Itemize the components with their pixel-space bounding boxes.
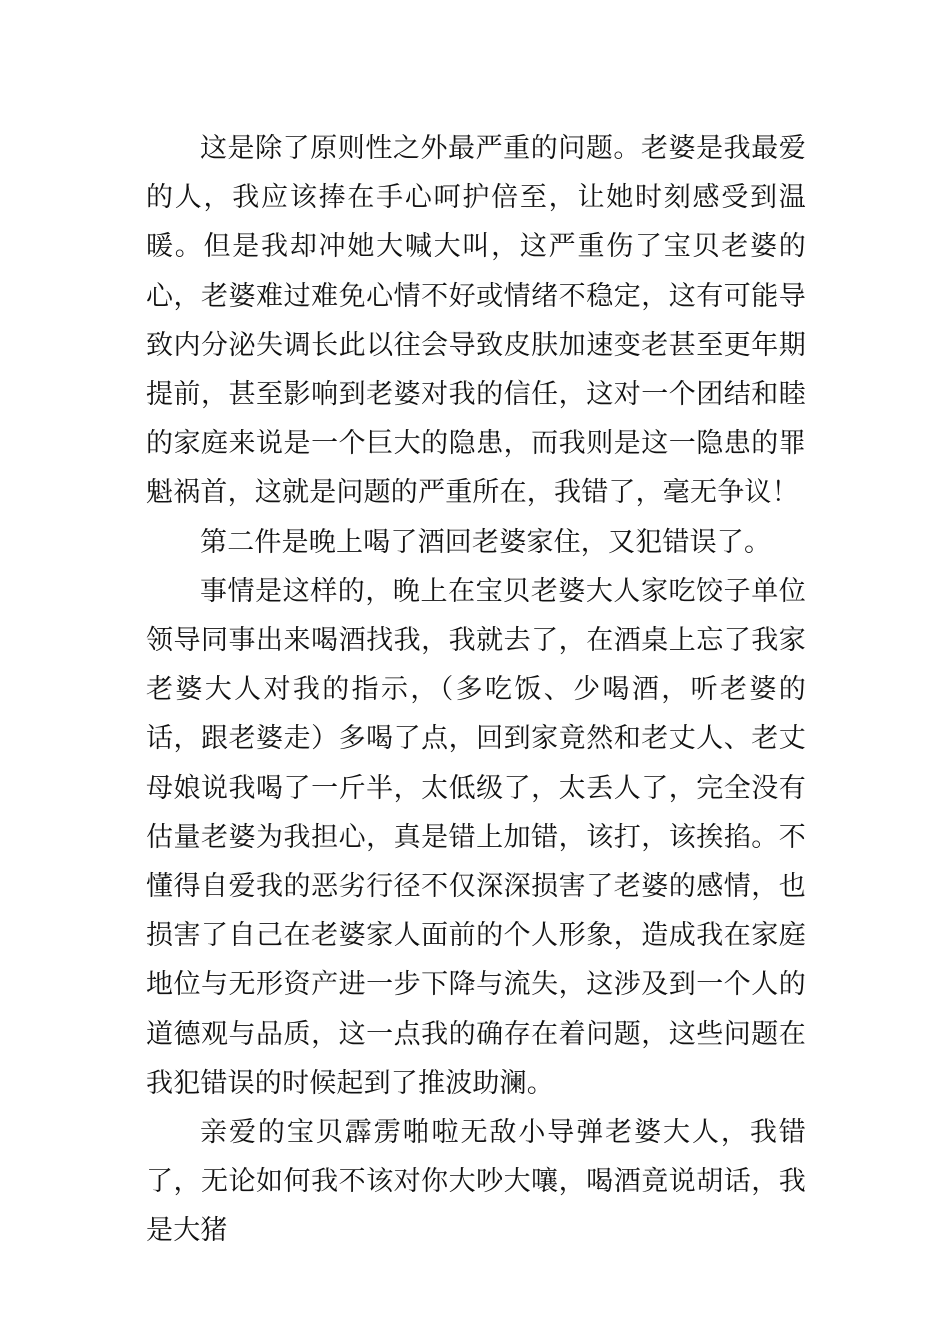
paragraph: 这是除了原则性之外最严重的问题。老婆是我最爱的人，我应该捧在手心呵护倍至，让她时刻感受到温暖。但是我却冲她大喊大叫，这严重伤了宝贝老婆的心，老婆难过难免心情不好或情绪不稳定，这有可能导致内分泌失调长此以往会导致皮肤加速变老甚至更年期提前，甚至影响到老婆对我的信任，这对一个团结和睦的家庭来说是一个巨大的隐患，而我则是这一隐患的罪魁祸首，这就是问题的严重所在，我错了，毫无争议！ (146, 133, 806, 509)
paragraph: 第二件是晚上喝了酒回老婆家住，又犯错误了。 (200, 526, 772, 558)
document-page (146, 124, 806, 1256)
paragraph: 亲爱的宝贝霹雳啪啦无敌小导弹老婆大人，我错了，无论如何我不该对你大吵大嚷，喝酒竟说胡话，我是大猪 (146, 1117, 806, 1247)
paragraph: 事情是这样的，晚上在宝贝老婆大人家吃饺子单位领导同事出来喝酒找我，我就去了，在酒桌上忘了我家老婆大人对我的指示，（多吃饭、少喝酒，听老婆的话，跟老婆走）多喝了点，回到家竟然和老丈人、老丈母娘说我喝了一斤半，太低级了，太丢人了，完全没有估量老婆为我担心，真是错上加错，该打，该挨掐。不懂得自爱我的恶劣行径不仅深深损害了老婆的感情，也损害了自己在老婆家人面前的个人形象，造成我在家庭地位与无形资产进一步下降与流失，这涉及到一个人的道德观与品质，这一点我的确存在着问题，这些问题在我犯错误的时候起到了推波助澜。 (146, 575, 806, 1099)
